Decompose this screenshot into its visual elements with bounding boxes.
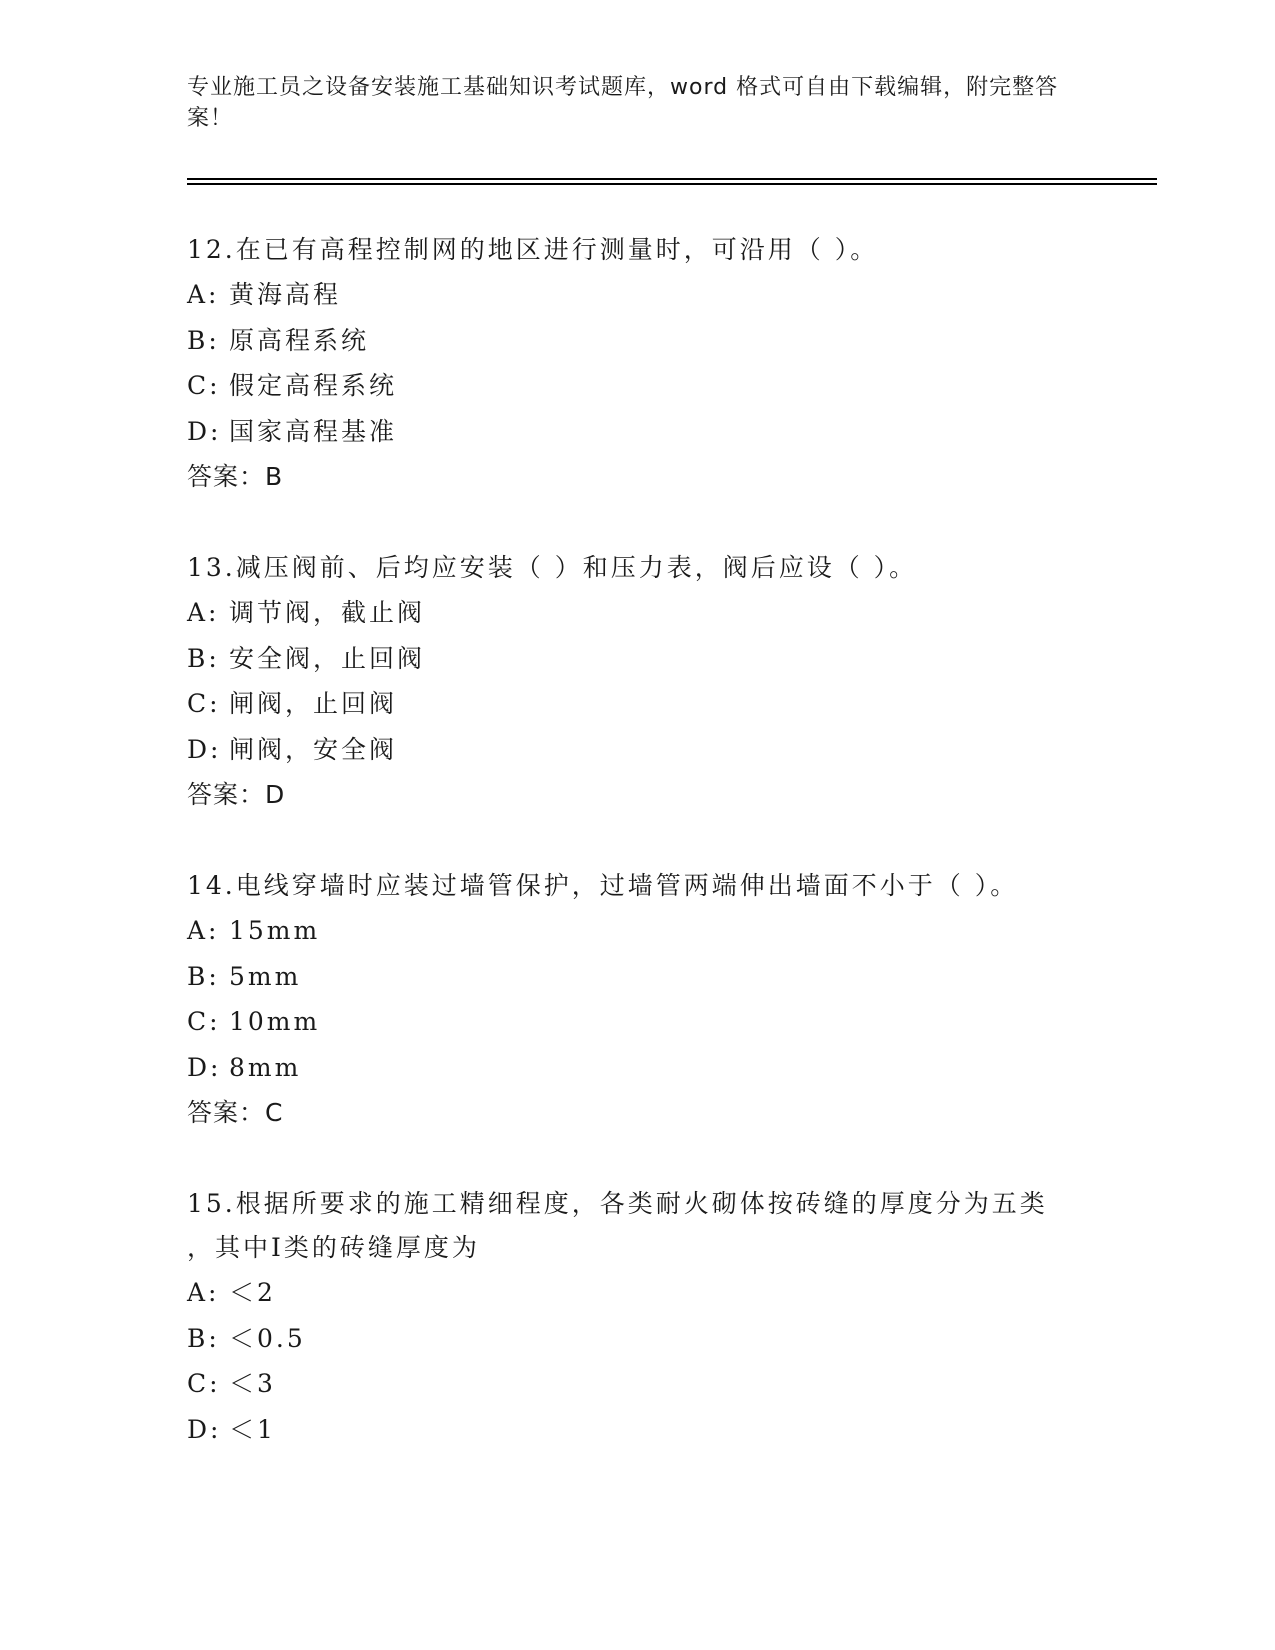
document-header: 专业施工员之设备安装施工基础知识考试题库，word 格式可自由下载编辑，附完整答案！ bbox=[187, 75, 1059, 131]
header-divider-top bbox=[187, 178, 1157, 180]
option-a bbox=[187, 908, 1087, 954]
option-letter: C: bbox=[187, 371, 221, 400]
option-text: 闸阀，止回阀 bbox=[229, 689, 398, 718]
option-c bbox=[187, 999, 1087, 1045]
option-letter: B: bbox=[187, 961, 220, 991]
answer-line: 答案：C bbox=[187, 1098, 284, 1127]
option-letter: C: bbox=[187, 1007, 221, 1036]
header-divider-bottom bbox=[187, 183, 1157, 185]
option-d bbox=[187, 727, 1087, 773]
option-text: 国家高程基准 bbox=[229, 416, 398, 446]
option-text: 10mm bbox=[229, 1007, 321, 1036]
option-text: ＜2 bbox=[229, 1278, 276, 1307]
option-text: 黄海高程 bbox=[229, 280, 342, 309]
option-text: 假定高程系统 bbox=[229, 371, 398, 400]
option-d bbox=[187, 409, 1087, 455]
option-a bbox=[187, 1270, 1087, 1316]
option-text: 安全阀，止回阀 bbox=[229, 643, 426, 673]
option-text: ＜3 bbox=[229, 1369, 276, 1398]
option-text: 15mm bbox=[229, 916, 321, 945]
question-14 bbox=[187, 864, 1087, 1136]
option-b bbox=[187, 636, 1087, 682]
option-text: ＜0.5 bbox=[229, 1323, 306, 1353]
option-text: 调节阀，截止阀 bbox=[229, 598, 426, 627]
option-b bbox=[187, 954, 1087, 1000]
answer-line: 答案：B bbox=[187, 462, 284, 491]
question-stem: 14.电线穿墙时应装过墙管保护，过墙管两端伸出墙面不小于（ ）。 bbox=[187, 871, 1019, 900]
option-text: 原高程系统 bbox=[229, 325, 370, 355]
question-stem-line-2: ，其中Ⅰ类的砖缝厚度为 bbox=[187, 1233, 480, 1262]
option-a bbox=[187, 590, 1087, 636]
option-d bbox=[187, 1045, 1087, 1091]
option-letter: D: bbox=[187, 1052, 222, 1082]
option-letter: D: bbox=[187, 1414, 222, 1444]
option-c bbox=[187, 1361, 1087, 1407]
option-letter: C: bbox=[187, 689, 221, 718]
option-letter: B: bbox=[187, 1323, 220, 1353]
answer-line: 答案：D bbox=[187, 780, 286, 809]
option-letter: B: bbox=[187, 325, 220, 355]
option-c bbox=[187, 363, 1087, 409]
question-15 bbox=[187, 1182, 1087, 1452]
option-b bbox=[187, 318, 1087, 364]
option-a bbox=[187, 272, 1087, 318]
option-letter: D: bbox=[187, 416, 222, 446]
option-text: ＜1 bbox=[229, 1414, 276, 1444]
option-d bbox=[187, 1407, 1087, 1453]
option-text: 闸阀，安全阀 bbox=[229, 734, 398, 764]
option-letter: A: bbox=[187, 598, 220, 627]
option-text: 5mm bbox=[229, 961, 302, 991]
option-letter: D: bbox=[187, 734, 222, 764]
question-stem-line-1: 15.根据所要求的施工精细程度，各类耐火砌体按砖缝的厚度分为五类 bbox=[187, 1189, 1048, 1218]
option-c bbox=[187, 681, 1087, 727]
option-letter: B: bbox=[187, 643, 220, 673]
question-13 bbox=[187, 546, 1087, 818]
option-letter: A: bbox=[187, 1278, 220, 1307]
question-stem: 12.在已有高程控制网的地区进行测量时，可沿用（ ）。 bbox=[187, 235, 879, 264]
question-12 bbox=[187, 228, 1087, 500]
option-letter: A: bbox=[187, 916, 220, 945]
option-b bbox=[187, 1316, 1087, 1362]
option-text: 8mm bbox=[229, 1052, 302, 1082]
option-letter: A: bbox=[187, 280, 220, 309]
option-letter: C: bbox=[187, 1369, 221, 1398]
question-stem: 13.减压阀前、后均应安装（ ）和压力表，阀后应设（ ）。 bbox=[187, 553, 918, 582]
